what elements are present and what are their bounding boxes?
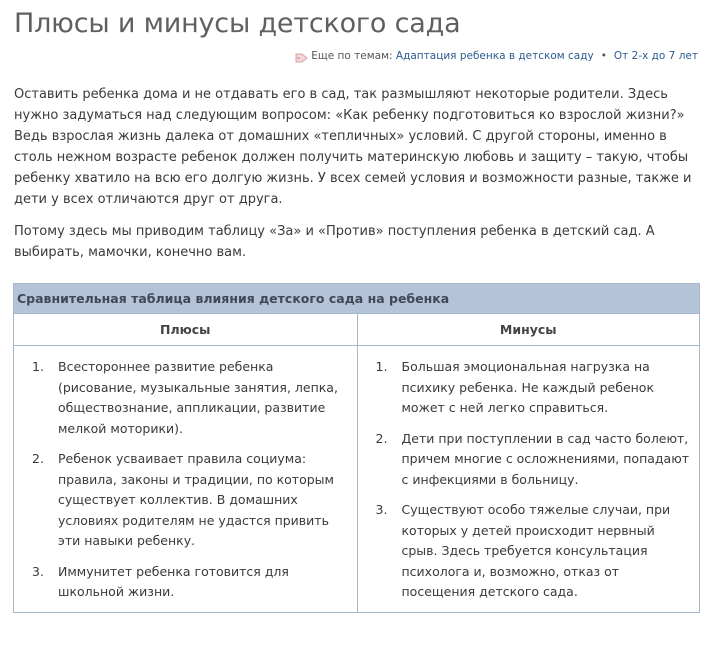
list-item <box>22 357 349 439</box>
pros-header: Плюсы <box>14 314 357 346</box>
intro-paragraph-2: Потому здесь мы приводим таблицу «За» и «Против» поступления ребенка в детский сад. А выбирать, мамочки, конечно вам. <box>14 224 655 260</box>
item-number: 2. <box>32 451 44 466</box>
item-text: Ребенок усваивает правила социума: правила, законы и традиции, по которым существует коллектив. В домашних условиях родителям не удастся привить эти навыки ребенку. <box>58 451 334 548</box>
item-number: 2. <box>375 430 388 446</box>
list-item <box>366 429 692 491</box>
comparison-table <box>13 283 700 613</box>
item-text: Дети при поступлении в сад часто болеют, причем многие с осложнениями, попадают с инфекциями в больницу. <box>401 430 690 487</box>
item-text: Существуют особо тяжелые случаи, при которых у детей происходит нервный срыв. Здесь требуется консультация психолога и, возможно, отказ от посещения детского сада. <box>401 502 671 599</box>
article-intro <box>14 84 700 274</box>
item-number: 1. <box>32 359 44 374</box>
related-topics-label: Еще по темам: <box>311 50 393 62</box>
pros-list <box>22 357 349 603</box>
item-number: 3. <box>32 563 44 579</box>
topic-link-age[interactable]: От 2-х до 7 лет <box>613 50 698 62</box>
item-text: Всестороннее развитие ребенка (рисование, музыкальные занятия, лепка, обществознание, аппликации, развитие мелкой моторики). <box>58 359 338 436</box>
cons-header: Минусы <box>358 314 700 346</box>
table-caption: Сравнительная таблица влияния детского сада на ребенка <box>14 284 699 314</box>
list-item <box>22 562 349 603</box>
intro-paragraph-1: Оставить ребенка дома и не отдавать его в сад, так размышляют некоторые родители. Здесь нужно задуматься над следующим вопросом: «Как ребенку подготовиться ко взрослой жизни?» Ведь взрослая жизнь далека от домашних «тепличных» условий. С другой стороны, именно в столь нежном возрасте ребенок должен получить материнскую любовь и защиту – такую, чтобы ребенку хватило на всю его долгую жизнь. У всех семей условия и возможности разные, также и дети у всех отличаются друг от друга. <box>14 87 692 207</box>
item-number: 1. <box>375 359 388 374</box>
cons-column <box>357 314 700 612</box>
item-text: Большая эмоциональная нагрузка на психику ребенка. Не каждый ребенок может с ней легко справиться. <box>401 359 655 415</box>
list-item <box>366 500 692 603</box>
tag-icon <box>295 52 309 63</box>
list-item <box>366 357 692 419</box>
page-title: Плюсы и минусы детского сада <box>14 8 461 39</box>
topic-separator: • <box>600 50 607 62</box>
list-item <box>22 449 349 552</box>
related-topics <box>295 50 698 62</box>
topic-link-adaptation[interactable]: Адаптация ребенка в детском саду <box>395 50 594 62</box>
item-text: Иммунитет ребенка готовится для школьной жизни. <box>58 563 289 599</box>
item-number: 3. <box>375 502 388 517</box>
pros-column <box>14 314 357 612</box>
cons-list <box>366 357 692 603</box>
